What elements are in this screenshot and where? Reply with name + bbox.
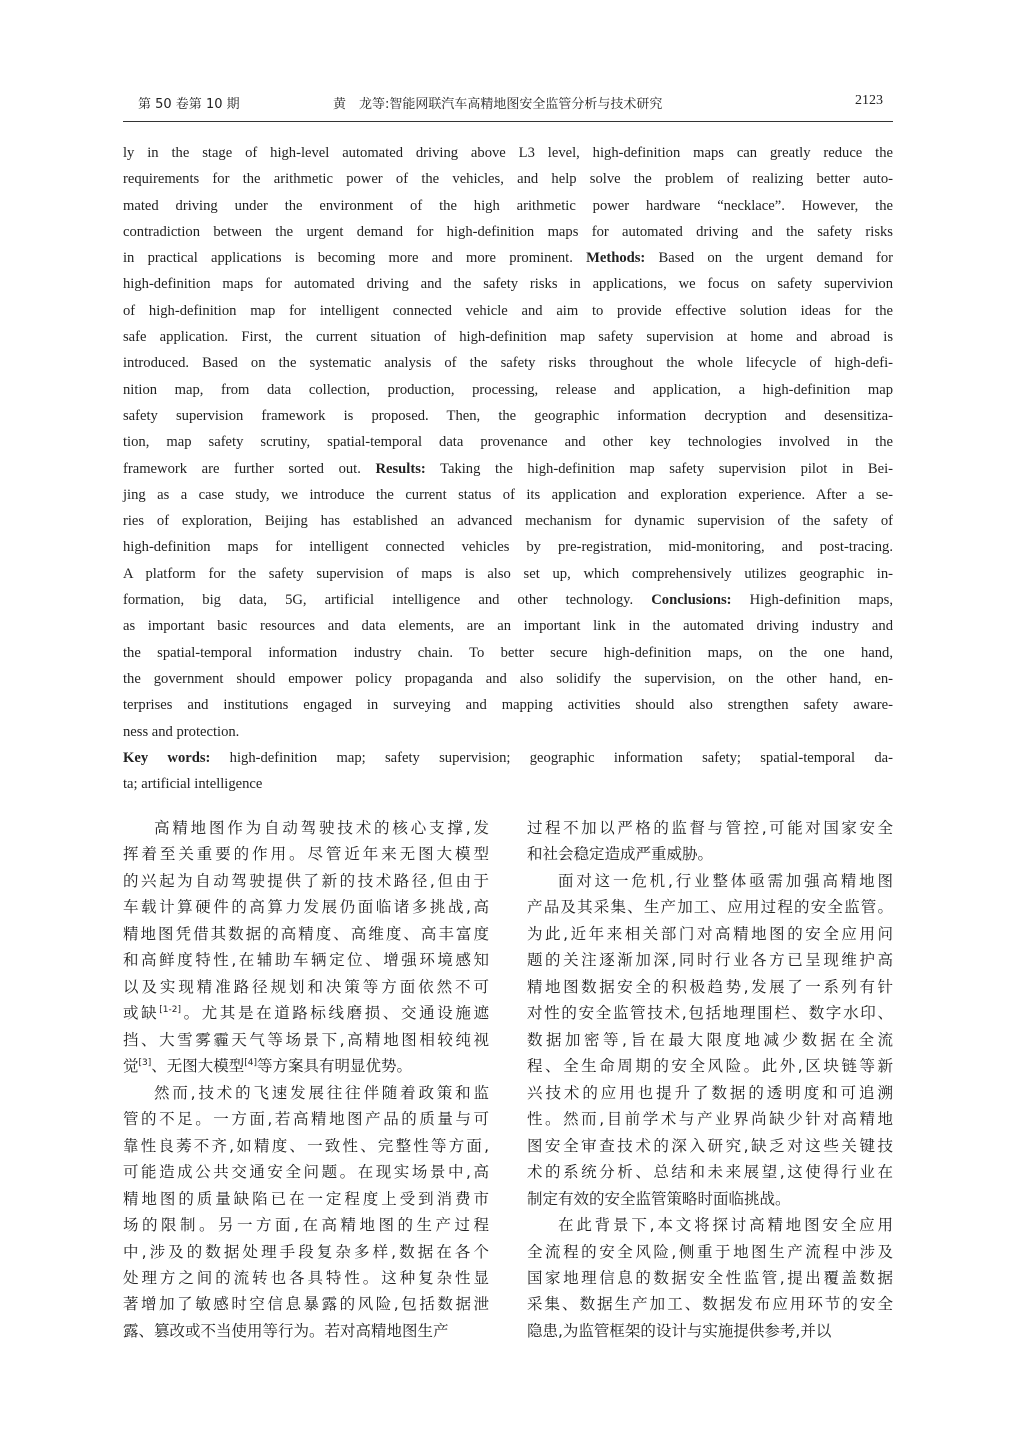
text-segment: mated driving under the environment of the high arithmetic power hardware “necklace”. However, the <box>123 197 893 214</box>
text-line <box>123 815 489 841</box>
text-segment: 管的不足。一方面,若高精地图产品的质量与可 <box>123 1110 489 1129</box>
text-line <box>123 1106 489 1132</box>
text-segment: 全流程的安全风险,侧重于地图生产流程中涉及 <box>527 1242 893 1261</box>
text-line <box>123 1265 489 1291</box>
text-line <box>123 271 893 297</box>
text-line <box>527 1239 893 1265</box>
page-number: 2123 <box>855 93 883 108</box>
text-segment: 挥着至关重要的作用。尽管近年来无图大模型 <box>123 845 489 864</box>
text-segment: 在此背景下,本文将探讨高精地图安全应用 <box>558 1216 893 1235</box>
text-line <box>123 219 893 245</box>
text-line <box>123 561 893 587</box>
text-line <box>123 508 893 534</box>
text-line <box>123 1053 489 1079</box>
text-segment: 和社会稳定造成严重威胁。 <box>527 845 714 864</box>
text-segment: 国家地理信息的数据安全性监管,提出覆盖数据 <box>527 1268 893 1287</box>
text-line <box>527 815 893 841</box>
text-line <box>527 868 893 894</box>
text-segment: 或缺 <box>123 1004 160 1023</box>
text-segment: 、无图大模型 <box>151 1057 245 1076</box>
text-segment: 的兴起为自动驾驶提供了新的技术路径,但由于 <box>123 871 489 890</box>
text-segment: high-definition maps for automated driving and the safety risks in applications, we focus on safety supervivion <box>123 276 893 293</box>
text-line <box>123 587 893 613</box>
text-line <box>123 894 489 920</box>
section-label: Key words: <box>123 750 211 766</box>
text-segment: 精地图数据安全的积极趋势,发展了一系列有针 <box>527 977 893 996</box>
text-segment: 觉 <box>123 1057 139 1076</box>
text-segment: of high-definition map for intelligent connected vehicle and aim to provide effective solution ideas for the <box>123 302 893 319</box>
text-segment: safety supervision framework is proposed. Then, the geographic information decryption and desensitiza- <box>123 407 893 424</box>
text-line <box>527 947 893 973</box>
text-segment: the government should empower policy propaganda and also solidify the supervision, on the other hand, en- <box>123 670 893 687</box>
text-segment: 和高鲜度特性,在辅助车辆定位、增强环境感知 <box>123 951 489 970</box>
text-segment: 车载计算硬件的高算力发展仍面临诸多挑战,高 <box>123 898 489 917</box>
text-line <box>123 1291 489 1317</box>
text-line <box>527 1212 893 1238</box>
text-segment: ries of exploration, Beijing has established an advanced mechanism for dynamic supervision of the safety of <box>123 513 893 530</box>
text-line <box>123 1239 489 1265</box>
text-line <box>123 403 893 429</box>
text-segment: Based on the urgent demand for <box>645 250 893 267</box>
text-segment: 数据加密等,旨在最大限度地减少数据在全流 <box>527 1030 893 1049</box>
text-line <box>123 298 893 324</box>
text-line <box>527 1265 893 1291</box>
text-line <box>527 1027 893 1053</box>
text-segment: nition map, from data collection, production, processing, release and application, a high-definition map <box>123 381 893 398</box>
text-line <box>123 193 893 219</box>
text-segment: A platform for the safety supervision of maps is also set up, which comprehensively utilizes geographic in- <box>123 565 893 582</box>
text-segment: formation, big data, 5G, artificial intelligence and other technology. <box>123 592 652 609</box>
text-segment: framework are further sorted out. <box>123 460 376 477</box>
text-line <box>123 377 893 403</box>
text-line <box>527 1133 893 1159</box>
text-line <box>123 245 893 271</box>
text-line <box>123 1318 489 1344</box>
text-line <box>527 1080 893 1106</box>
text-line <box>123 1000 489 1026</box>
text-line <box>123 534 893 560</box>
text-segment: 制定有效的安全监管策略时面临挑战。 <box>527 1189 791 1208</box>
text-segment: 隐患,为监管框架的设计与实施提供参考,并以 <box>527 1321 832 1340</box>
text-segment: 精地图凭借其数据的高精度、高维度、高丰富度 <box>123 924 489 943</box>
text-segment: 术的系统分析、总结和未来展望,这使得行业在 <box>527 1163 893 1182</box>
text-line <box>123 350 893 376</box>
text-line <box>123 921 489 947</box>
text-segment: 著增加了敏感时空信息暴露的风险,包括数据泄 <box>123 1295 489 1314</box>
text-line <box>123 947 489 973</box>
text-segment: safe application. First, the current situation of high-definition map safety supervision at home and abroad is <box>123 329 893 346</box>
text-segment: 处理方之间的流转也各具特性。这种复杂性显 <box>123 1268 489 1287</box>
text-segment: as important basic resources and data elements, are an important link in the automated driving industry and <box>123 618 893 635</box>
text-line <box>123 719 893 745</box>
running-title: 黄 龙等:智能网联汽车高精地图安全监管分析与技术研究 <box>333 97 663 112</box>
text-segment: 场的限制。另一方面,在高精地图的生产过程 <box>123 1216 489 1235</box>
journal-issue: 第 50 卷第 10 期 <box>138 97 240 112</box>
text-line <box>527 921 893 947</box>
english-abstract <box>123 140 893 745</box>
text-segment: the spatial-temporal information industry chain. To better secure high-definition maps, on the one hand, <box>123 644 893 661</box>
text-line <box>123 868 489 894</box>
text-line <box>123 1080 489 1106</box>
text-segment: 靠性良莠不齐,如精度、一致性、完整性等方面, <box>123 1136 489 1155</box>
text-segment: introduced. Based on the systematic analysis of the safety risks throughout the whole lifecycle of high-defi- <box>123 355 893 372</box>
text-line <box>123 1133 489 1159</box>
text-line <box>123 771 893 797</box>
text-segment: in practical applications is becoming more and more prominent. <box>123 250 587 267</box>
text-segment: 以及实现精准路径规划和决策等方面依然不可 <box>123 977 489 996</box>
text-line <box>123 1186 489 1212</box>
english-keywords <box>123 745 893 798</box>
citation-superscript: [1-2] <box>159 1005 181 1016</box>
body-column-left <box>123 815 489 1344</box>
text-line <box>123 140 893 166</box>
text-segment: 性。然而,目前学术与产业界尚缺少针对高精地 <box>527 1110 893 1129</box>
text-segment: ly in the stage of high-level automated driving above L3 level, high-definition maps can greatly reduce the <box>123 145 893 161</box>
text-segment: 。尤其是在道路标线磨损、交通设施遮 <box>180 1004 489 1023</box>
text-line <box>123 1212 489 1238</box>
text-line <box>527 1000 893 1026</box>
text-segment: tion, map safety scrutiny, spatial-temporal data provenance and other key technologies involved in the <box>123 434 893 451</box>
text-segment: High-definition maps, <box>731 592 893 609</box>
text-segment: 中,涉及的数据处理手段复杂多样,数据在各个 <box>123 1242 489 1261</box>
text-line <box>123 324 893 350</box>
citation-superscript: [4] <box>244 1058 258 1069</box>
text-line <box>527 1053 893 1079</box>
text-segment: Taking the high-definition map safety supervision pilot in Bei- <box>425 460 894 477</box>
text-line <box>123 1027 489 1053</box>
text-line <box>527 1159 893 1185</box>
text-line <box>527 1186 893 1212</box>
citation-superscript: [3] <box>138 1058 152 1069</box>
text-segment: terprises and institutions engaged in surveying and mapping activities should also strengthen safety aware- <box>123 697 893 714</box>
text-line <box>123 745 893 771</box>
header-rule <box>123 121 893 122</box>
text-segment: 产品及其采集、生产加工、应用过程的安全监管。 <box>527 898 893 917</box>
text-segment: 高精地图作为自动驾驶技术的核心支撑,发 <box>154 819 489 837</box>
text-line <box>527 974 893 1000</box>
text-segment: 然而,技术的飞速发展往往伴随着政策和监 <box>154 1083 489 1102</box>
text-segment: ta; artificial intelligence <box>123 776 263 793</box>
text-line <box>527 1291 893 1317</box>
text-line <box>123 841 489 867</box>
text-segment: 为此,近年来相关部门对高精地图的安全应用问 <box>527 924 893 943</box>
text-line <box>123 166 893 192</box>
text-line <box>123 666 893 692</box>
text-line <box>123 613 893 639</box>
text-line <box>123 456 893 482</box>
text-segment: jing as a case study, we introduce the current status of its application and exploration experience. After a se- <box>123 486 893 503</box>
text-segment: 图安全审查技术的深入研究,缺乏对这些关键技 <box>527 1136 893 1155</box>
text-line <box>123 429 893 455</box>
text-segment: 兴技术的应用也提升了数据的透明度和可追溯 <box>527 1083 893 1102</box>
text-segment: 采集、数据生产加工、数据发布应用环节的安全 <box>527 1295 893 1314</box>
text-segment: high-definition map; safety supervision; geographic information safety; spatial-temporal da- <box>210 750 893 766</box>
section-label: Methods: <box>586 250 646 267</box>
section-label: Results: <box>375 460 426 477</box>
text-line <box>123 974 489 1000</box>
text-line <box>527 1318 893 1344</box>
text-segment: 精地图的质量缺陷已在一定程度上受到消费市 <box>123 1189 489 1208</box>
section-label: Conclusions: <box>651 592 732 609</box>
text-line <box>123 1159 489 1185</box>
text-segment: 题的关注逐渐加深,同时行业各方已呈现维护高 <box>527 951 893 970</box>
text-segment: ness and protection. <box>123 723 240 740</box>
text-segment: 可能造成公共交通安全问题。在现实场景中,高 <box>123 1163 489 1182</box>
text-segment: 对性的安全监管技术,包括地理围栏、数字水印、 <box>527 1004 893 1023</box>
text-segment: 挡、大雪雾霾天气等场景下,高精地图相较纯视 <box>123 1030 489 1049</box>
text-segment: 等方案具有明显优势。 <box>257 1057 413 1076</box>
text-segment: 过程不加以严格的监督与管控,可能对国家安全 <box>527 819 893 837</box>
text-line <box>527 1106 893 1132</box>
body-column-right <box>527 815 893 1344</box>
text-line <box>123 640 893 666</box>
text-line <box>527 894 893 920</box>
text-segment: requirements for the arithmetic power of the vehicles, and help solve the problem of realizing better auto- <box>123 171 893 188</box>
text-segment: high-definition maps for intelligent connected vehicles by pre-registration, mid-monitoring, and post-tracing. <box>123 539 893 556</box>
text-line <box>123 482 893 508</box>
text-segment: 程、全生命周期的安全风险。此外,区块链等新 <box>527 1057 893 1076</box>
text-segment: 露、篡改或不当使用等行为。若对高精地图生产 <box>123 1321 449 1340</box>
text-line <box>527 841 893 867</box>
text-segment: contradiction between the urgent demand for high-definition maps for automated driving and the safety risks <box>123 223 893 240</box>
text-segment: 面对这一危机,行业整体亟需加强高精地图 <box>558 871 893 890</box>
text-line <box>123 692 893 718</box>
